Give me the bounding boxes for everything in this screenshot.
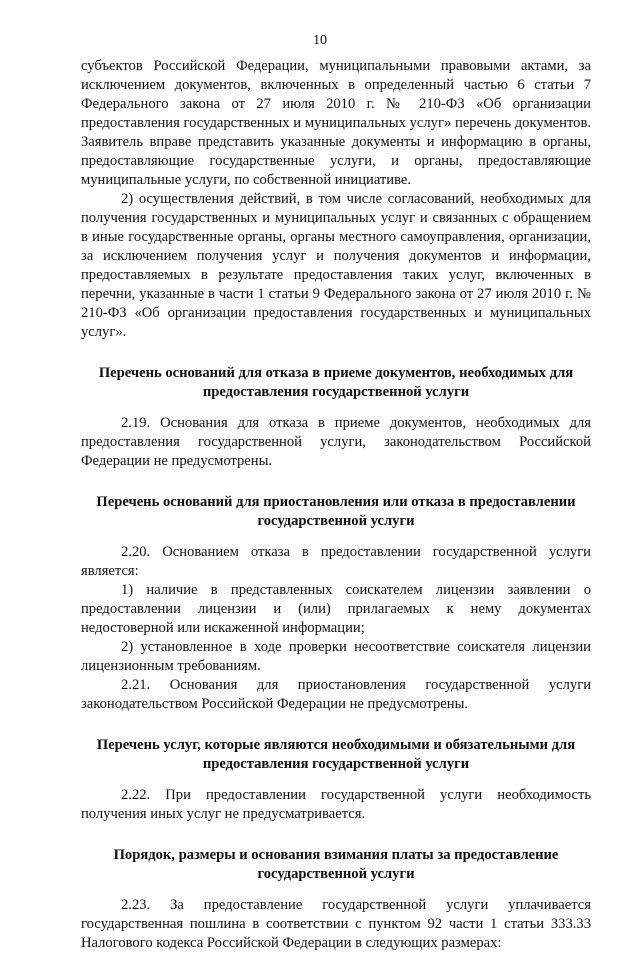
paragraph-2-22: 2.22. При предоставлении государственной услуги необходимость получения иных услуг не предусматривается. <box>81 787 591 822</box>
paragraph-2-20-item-2: 2) установленное в ходе проверки несоответствие соискателя лицензии лицензионным требованиям. <box>81 639 591 674</box>
paragraph-2-19: 2.19. Основания для отказа в приеме документов, необходимых для предоставления государственной услуги, законодательством Российской Федерации не предусмотрены. <box>81 415 591 469</box>
paragraph-2-23: 2.23. За предоставление государственной услуги уплачивается государственная пошлина в соответствии с пунктом 92 части 1 статьи 333.33 Налогового кодекса Российской Федерации в следующих размерах: <box>81 897 591 951</box>
paragraph-continuation: субъектов Российской Федерации, муниципальными правовыми актами, за исключением документов, включенных в определенный частью 6 статьи 7 Федерального закона от 27 июля 2010 г. № 210-ФЗ «Об организации предоставления государственных и муниципальных услуг» перечень документов. Заявитель вправе представить указанные документы и информацию в органы, предоставляющие государственные услуги, и органы, предоставляющие муниципальные услуги, по собственной инициативе. <box>81 58 591 188</box>
section-heading-fees: Порядок, размеры и основания взимания платы за предоставление государственной услуги <box>113 847 559 882</box>
paragraph-2-20-item-1: 1) наличие в представленных соискателем лицензии заявлении о предоставлении лицензии и (или) прилагаемых к нему документах недостоверной или искаженной информации; <box>81 582 591 636</box>
page-number: 10 <box>313 33 327 48</box>
paragraph-2-20: 2.20. Основанием отказа в предоставлении государственной услуги является: <box>81 544 591 579</box>
paragraph-2-21: 2.21. Основания для приостановления государственной услуги законодательством Российской Федерации не предусмотрены. <box>81 677 591 712</box>
paragraph-item-2: 2) осуществления действий, в том числе согласований, необходимых для получения государственных и муниципальных услуг и связанных с обращением в иные государственные органы, органы местного самоуправления, организации, за исключением получения услуг и получения документов и информации, предоставляемых в результате предоставления таких услуг, включенных в перечни, указанные в части 1 статьи 9 Федерального закона от 27 июля 2010 г. № 210-ФЗ «Об организации предоставления государственных и муниципальных услуг». <box>81 191 591 340</box>
section-heading-suspension-refusal: Перечень оснований для приостановления или отказа в предоставлении государственной услуги <box>96 494 576 529</box>
section-heading-required-services: Перечень услуг, которые являются необходимыми и обязательными для предоставления государственной услуги <box>96 737 576 772</box>
document-body <box>81 57 591 953</box>
section-heading-refusal-acceptance: Перечень оснований для отказа в приеме документов, необходимых для предоставления государственной услуги <box>98 365 574 400</box>
